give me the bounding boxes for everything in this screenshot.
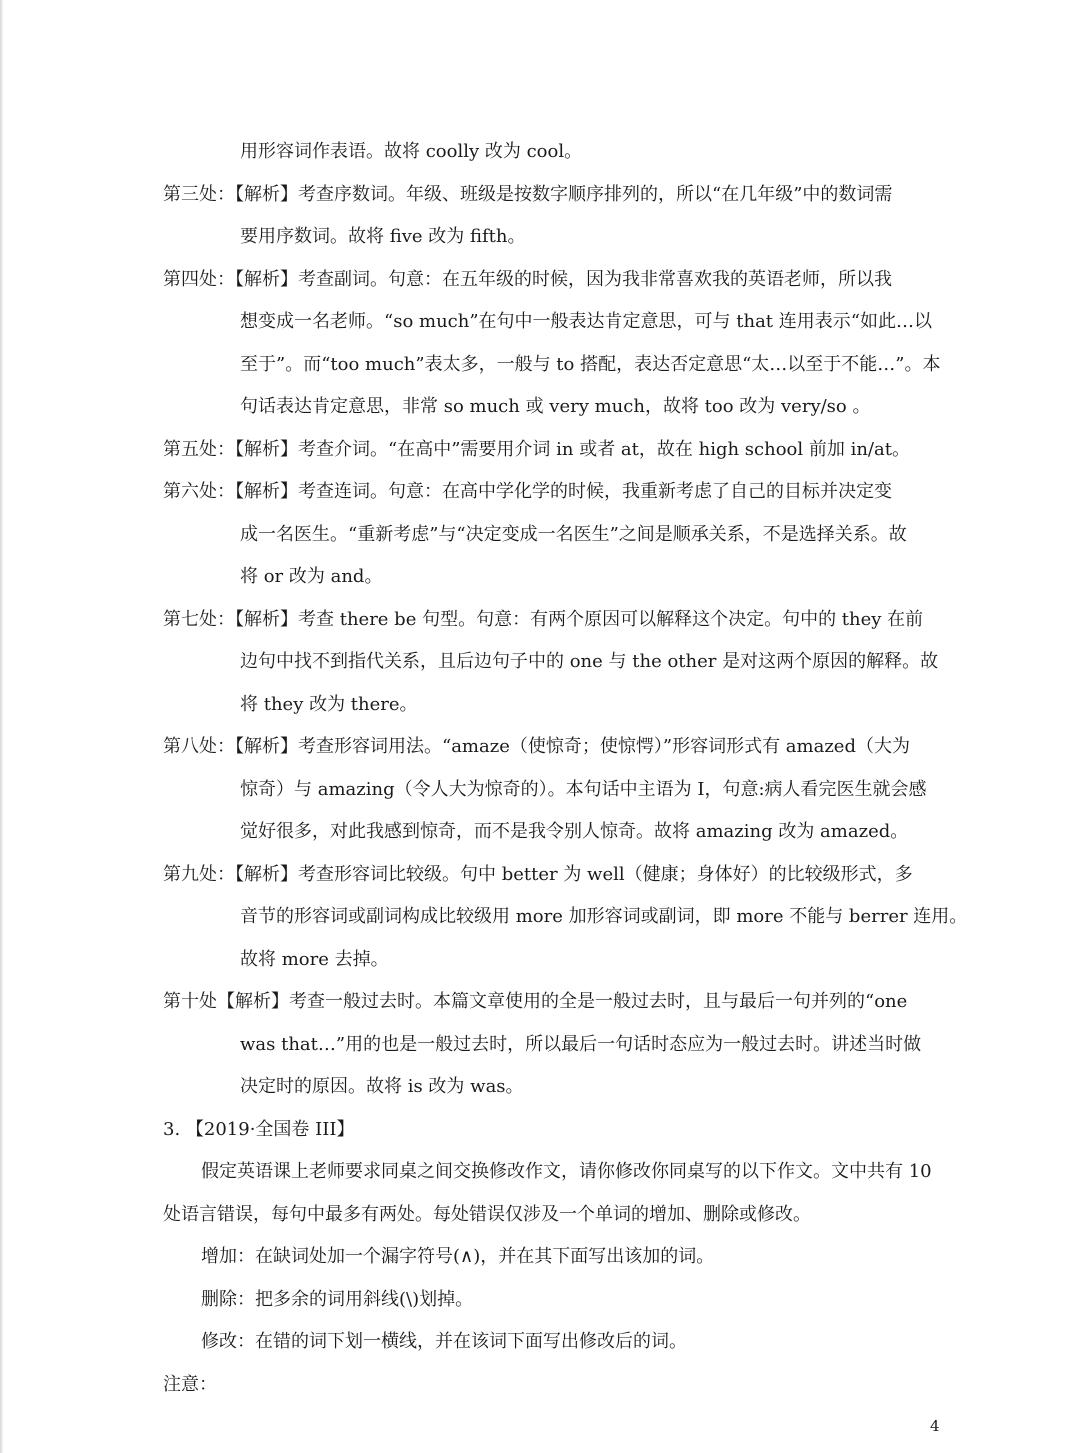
answer-9-explanation: 第九处：【解析】考查形容词比较级。句中 better 为 well（健康；身体好）的比较级形式，多 <box>163 863 913 885</box>
text-line: was that…”用的也是一般过去时，所以最后一句话时态应为一般过去时。讲述当时做 <box>240 1033 922 1055</box>
instruction-modify: 修改：在错的词下划一横线，并在该词下面写出修改后的词。 <box>201 1331 687 1352</box>
text-line: 故将 more 去掉。 <box>240 948 389 970</box>
instruction-delete: 删除：把多余的词用斜线(\)划掉。 <box>201 1288 474 1310</box>
question-3-heading: 3. 【2019·全国卷 III】 <box>163 1118 355 1140</box>
answer-8-explanation: 第八处：【解析】考查形容词用法。“amaze（使惊奇；使惊愕）”形容词形式有 amazed（大为 <box>163 736 910 757</box>
text-line: 句话表达肯定意思，非常 so much 或 very much，故将 too 改为 very/so 。 <box>240 396 871 417</box>
text-line: 要用序数词。故将 five 改为 fifth。 <box>240 226 526 247</box>
text-line: 将 they 改为 there。 <box>240 693 418 715</box>
answer-3-explanation: 第三处：【解析】考查序数词。年级、班级是按数字顺序排列的，所以“在几年级”中的数词需 <box>163 183 893 205</box>
text-line: 至于”。而“too much”表太多，一般与 to 搭配，表达否定意思“太…以至于不能…”。本 <box>240 353 941 375</box>
document-body <box>163 131 968 1406</box>
text-line: 边句中找不到指代关系，且后边句子中的 one 与 the other 是对这两个原因的解释。故 <box>240 651 939 672</box>
text-line: 用形容词作表语。故将 coolly 改为 cool。 <box>240 141 583 162</box>
answer-7-explanation: 第七处：【解析】考查 there be 句型。句意：有两个原因可以解释这个决定。句中的 they 在前 <box>163 608 924 630</box>
page-number: 4 <box>930 1417 940 1435</box>
instruction-add: 增加：在缺词处加一个漏字符号(∧)，并在其下面写出该加的词。 <box>201 1246 715 1267</box>
text-line: 音节的形容词或副词构成比较级用 more 加形容词或副词，即 more 不能与 berrer 连用。 <box>240 906 968 927</box>
page-edge-shadow <box>0 0 3 1453</box>
text-line: 想变成一名老师。“so much”在句中一般表达肯定意思，可与 that 连用表示“如此…以 <box>240 311 932 332</box>
text-line: 决定时的原因。故将 is 改为 was。 <box>240 1076 524 1097</box>
answer-4-explanation: 第四处：【解析】考查副词。句意：在五年级的时候，因为我非常喜欢我的英语老师，所以我 <box>163 268 892 290</box>
answer-6-explanation: 第六处：【解析】考查连词。句意：在高中学化学的时候，我重新考虑了自己的目标并决定变 <box>163 481 892 502</box>
instruction-paragraph: 假定英语课上老师要求同桌之间交换修改作文，请你修改你同桌写的以下作文。文中共有 10 <box>201 1161 932 1182</box>
text-line: 处语言错误，每句中最多有两处。每处错误仅涉及一个单词的增加、删除或修改。 <box>163 1203 811 1225</box>
text-line: 觉好很多，对此我感到惊奇，而不是我令别人惊奇。故将 amazing 改为 amazed。 <box>240 821 909 842</box>
text-line: 成一名医生。“重新考虑”与“决定变成一名医生”之间是顺承关系，不是选择关系。故 <box>240 523 907 545</box>
text-line: 惊奇）与 amazing（令人大为惊奇的）。本句话中主语为 I，句意:病人看完医生就会感 <box>240 778 927 800</box>
text-line: 将 or 改为 and。 <box>240 566 383 587</box>
note-label: 注意： <box>163 1373 217 1395</box>
answer-5-explanation: 第五处：【解析】考查介词。“在高中”需要用介词 in 或者 at，故在 high school 前加 in/at。 <box>163 438 910 460</box>
answer-10-explanation: 第十处【解析】考查一般过去时。本篇文章使用的全是一般过去时，且与最后一句并列的“one <box>163 991 908 1012</box>
